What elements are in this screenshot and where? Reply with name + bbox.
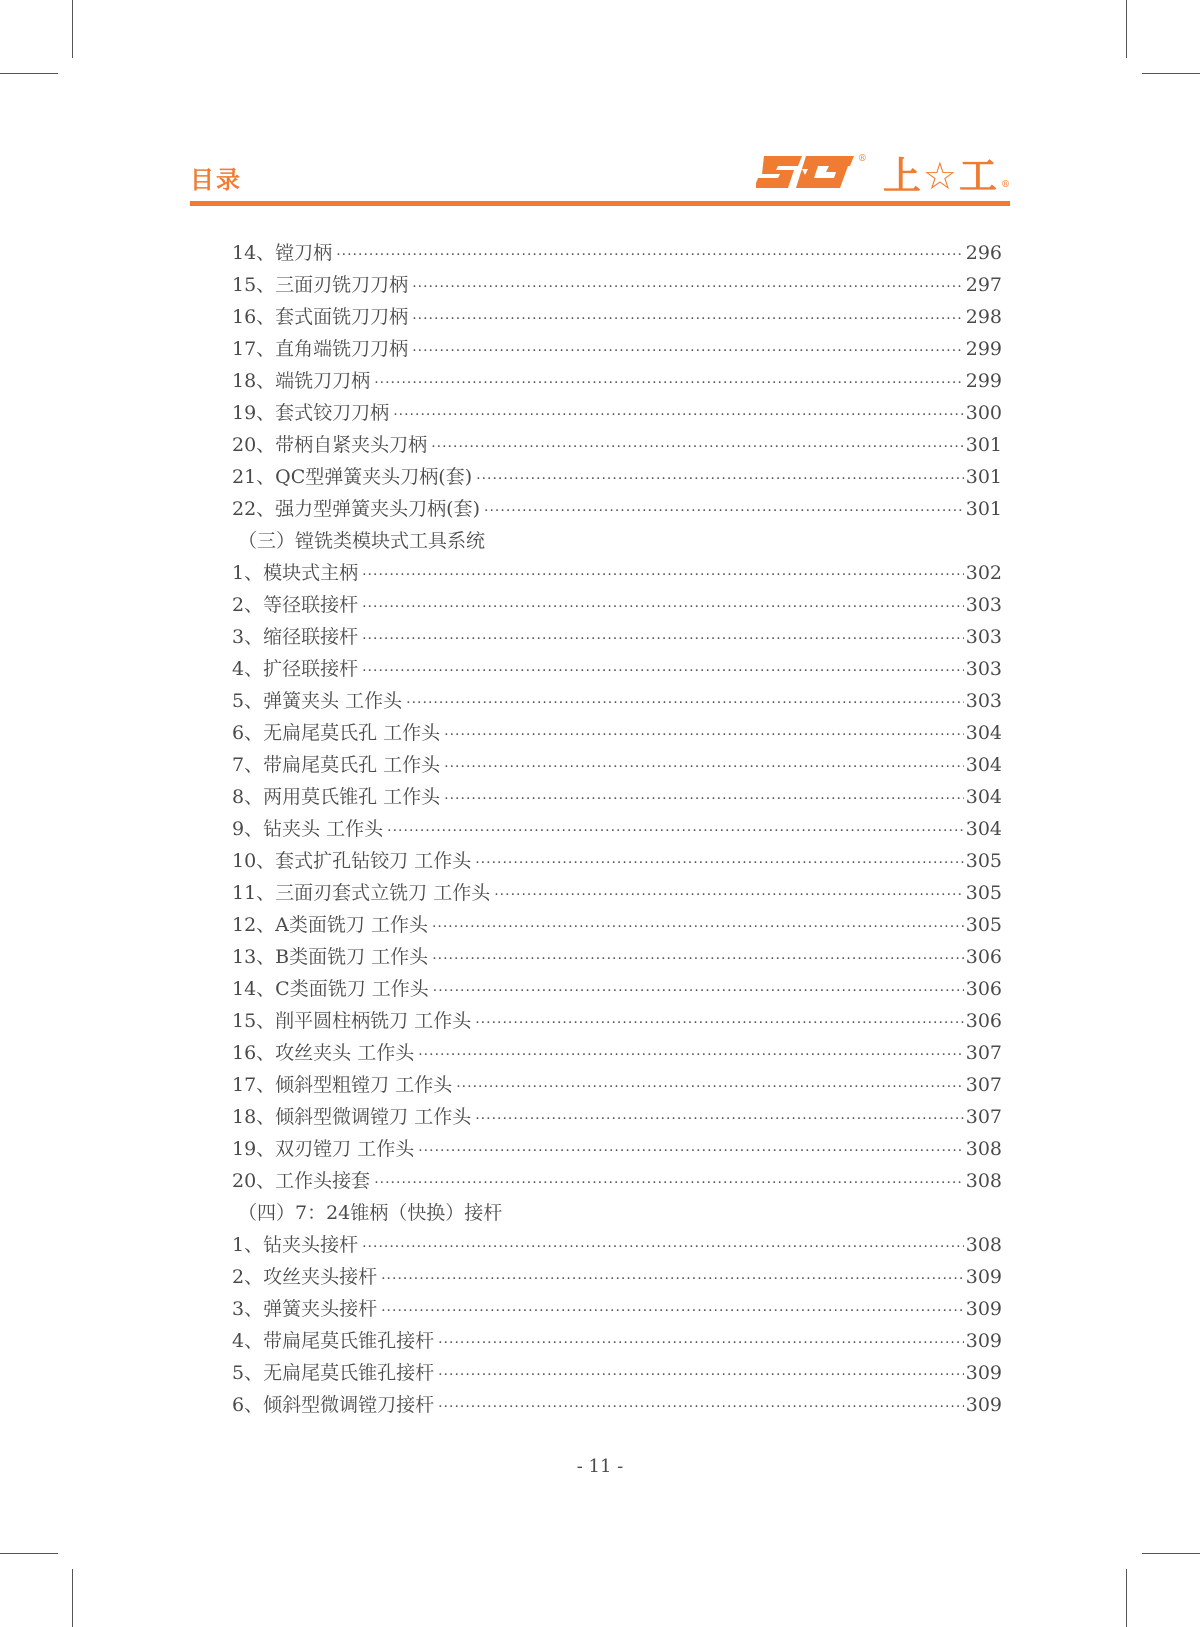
dot-leader [406, 695, 964, 711]
dot-leader [438, 1335, 964, 1351]
dot-leader [418, 1143, 964, 1159]
toc-entry-label: 15、三面刃铣刀刀柄 [232, 274, 409, 296]
toc-entry-page: 304 [965, 754, 1002, 776]
toc-entry-label: 2、等径联接杆 [232, 594, 359, 616]
toc-entry[interactable] [232, 590, 1002, 622]
toc-entry-page: 307 [965, 1074, 1002, 1096]
crop-mark [1142, 73, 1200, 74]
toc-entry-label: 5、无扁尾莫氏锥孔接杆 [232, 1362, 435, 1384]
toc-entry-page: 299 [965, 338, 1002, 360]
toc-entry[interactable] [232, 1070, 1002, 1102]
dot-leader [484, 503, 964, 519]
toc-entry-label: 2、攻丝夹头接杆 [232, 1266, 378, 1288]
dot-leader [432, 951, 964, 967]
toc-entry-label: 16、攻丝夹头 工作头 [232, 1042, 415, 1064]
crop-mark [1142, 1553, 1200, 1554]
toc-entry[interactable] [232, 430, 1002, 462]
toc-entry[interactable] [232, 910, 1002, 942]
toc-entry-label: 3、缩径联接杆 [232, 626, 359, 648]
toc-entry-label: 22、强力型弹簧夹头刀柄(套) [232, 498, 481, 520]
dot-leader [362, 631, 964, 647]
dot-leader [444, 791, 964, 807]
toc-entry-page: 298 [965, 306, 1002, 328]
toc-entry[interactable] [232, 878, 1002, 910]
toc-entry-label: 20、工作头接套 [232, 1170, 371, 1192]
toc-entry-page: 309 [965, 1394, 1002, 1416]
dot-leader [431, 439, 964, 455]
toc-section-heading [232, 526, 1002, 558]
crop-mark [72, 0, 73, 58]
toc-entry[interactable] [232, 654, 1002, 686]
toc-section-heading [232, 1198, 1002, 1230]
toc-entry[interactable] [232, 846, 1002, 878]
header-rule [190, 201, 1010, 206]
dot-leader [362, 567, 964, 583]
toc-entry-page: 309 [965, 1298, 1002, 1320]
dot-leader [362, 1239, 964, 1255]
toc-entry-label: 6、倾斜型微调镗刀接杆 [232, 1394, 435, 1416]
toc-entry-label: 14、C类面铣刀 工作头 [232, 978, 429, 1000]
dot-leader [412, 279, 964, 295]
toc-entry-page: 308 [965, 1234, 1002, 1256]
toc-entry-page: 308 [965, 1138, 1002, 1160]
page-title: 目录 [190, 166, 242, 194]
dot-leader [494, 887, 964, 903]
dot-leader [475, 1015, 964, 1031]
dot-leader [374, 375, 964, 391]
toc-entry[interactable] [232, 1038, 1002, 1070]
dot-leader [476, 471, 964, 487]
toc-entry-label: 20、带柄自紧夹头刀柄 [232, 434, 428, 456]
toc-entry[interactable] [232, 270, 1002, 302]
logo-text: 上☆工 [882, 153, 999, 198]
toc-entry-page: 296 [965, 242, 1002, 264]
toc-entry-label: 5、弹簧夹头 工作头 [232, 690, 403, 712]
toc-entry-page: 309 [965, 1330, 1002, 1352]
toc-entry-label: 21、QC型弹簧夹头刀柄(套) [232, 466, 473, 488]
toc-entry-label: 3、弹簧夹头接杆 [232, 1298, 378, 1320]
toc-entry[interactable] [232, 1358, 1002, 1390]
dot-leader [475, 855, 964, 871]
toc-entry[interactable] [232, 558, 1002, 590]
toc-entry-page: 305 [965, 914, 1002, 936]
toc-entry[interactable] [232, 1134, 1002, 1166]
toc-entry[interactable] [232, 366, 1002, 398]
toc-entry[interactable] [232, 974, 1002, 1006]
toc-entry-label: 1、钻夹头接杆 [232, 1234, 359, 1256]
dot-leader [336, 247, 964, 263]
toc-entry-label: 7、带扁尾莫氏孔 工作头 [232, 754, 441, 776]
toc-entry-page: 297 [965, 274, 1002, 296]
crop-mark [0, 73, 58, 74]
toc-entry[interactable] [232, 782, 1002, 814]
toc-entry-page: 307 [965, 1042, 1002, 1064]
dot-leader [475, 1111, 964, 1127]
toc-entry[interactable] [232, 1166, 1002, 1198]
dot-leader [444, 727, 964, 743]
toc-entry-page: 306 [965, 946, 1002, 968]
dot-leader [381, 1271, 964, 1287]
toc-entry-label: 8、两用莫氏锥孔 工作头 [232, 786, 441, 808]
toc-entry-page: 303 [965, 658, 1002, 680]
toc-entry[interactable] [232, 750, 1002, 782]
toc-entry[interactable] [232, 686, 1002, 718]
dot-leader [412, 311, 964, 327]
toc-entry-page: 301 [965, 498, 1002, 520]
dot-leader [374, 1175, 964, 1191]
toc-entry-label: 6、无扁尾莫氏孔 工作头 [232, 722, 441, 744]
toc-entry-label: 12、A类面铣刀 工作头 [232, 914, 428, 936]
toc-entry[interactable] [232, 462, 1002, 494]
toc-entry-label: 14、镗刀柄 [232, 242, 333, 264]
toc-entry[interactable] [232, 814, 1002, 846]
dot-leader [418, 1047, 964, 1063]
toc-entry-label: 11、三面刃套式立铣刀 工作头 [232, 882, 491, 904]
dot-leader [433, 983, 964, 999]
toc-entry[interactable] [232, 398, 1002, 430]
toc-entry-label: 4、扩径联接杆 [232, 658, 359, 680]
toc-entry[interactable] [232, 1390, 1002, 1422]
toc-entry-label: 17、直角端铣刀刀柄 [232, 338, 409, 360]
toc-entry[interactable] [232, 1326, 1002, 1358]
toc-entry[interactable] [232, 1102, 1002, 1134]
toc-entry-page: 304 [965, 818, 1002, 840]
toc-entry-page: 303 [965, 594, 1002, 616]
toc-entry-page: 301 [965, 434, 1002, 456]
dot-leader [438, 1399, 964, 1415]
toc-entry-label: （四）7：24锥柄（快换）接杆 [238, 1202, 503, 1224]
dot-leader [387, 823, 964, 839]
toc-entry-label: 16、套式面铣刀刀柄 [232, 306, 409, 328]
toc-entry-page: 309 [965, 1266, 1002, 1288]
table-of-contents [232, 238, 1002, 1422]
page-header [190, 148, 1010, 208]
toc-entry-page: 306 [965, 1010, 1002, 1032]
toc-entry-page: 300 [965, 402, 1002, 424]
toc-entry-label: 15、削平圆柱柄铣刀 工作头 [232, 1010, 472, 1032]
toc-entry[interactable] [232, 1006, 1002, 1038]
toc-entry-page: 301 [965, 466, 1002, 488]
toc-entry-label: 18、倾斜型微调镗刀 工作头 [232, 1106, 472, 1128]
toc-entry-label: 1、模块式主柄 [232, 562, 359, 584]
toc-entry[interactable] [232, 718, 1002, 750]
toc-entry-page: 303 [965, 626, 1002, 648]
dot-leader [456, 1079, 964, 1095]
toc-entry[interactable] [232, 334, 1002, 366]
toc-entry-label: 19、双刃镗刀 工作头 [232, 1138, 415, 1160]
crop-mark [0, 1553, 58, 1554]
toc-entry[interactable] [232, 1230, 1002, 1262]
dot-leader [381, 1303, 964, 1319]
toc-entry-label: 17、倾斜型粗镗刀 工作头 [232, 1074, 453, 1096]
crop-mark [1126, 1569, 1127, 1627]
toc-entry[interactable] [232, 1294, 1002, 1326]
dot-leader [444, 759, 964, 775]
toc-entry[interactable] [232, 622, 1002, 654]
toc-entry-page: 304 [965, 722, 1002, 744]
toc-entry-page: 307 [965, 1106, 1002, 1128]
brand-logo [756, 150, 1010, 198]
toc-entry-page: 305 [965, 850, 1002, 872]
dot-leader [432, 919, 964, 935]
toc-entry-page: 304 [965, 786, 1002, 808]
dot-leader [412, 343, 964, 359]
toc-entry-label: 9、钻夹头 工作头 [232, 818, 384, 840]
dot-leader [438, 1367, 964, 1383]
registered-mark: ® [857, 154, 867, 164]
toc-entry-page: 299 [965, 370, 1002, 392]
crop-mark [72, 1569, 73, 1627]
toc-entry-page: 303 [965, 690, 1002, 712]
toc-entry[interactable] [232, 1262, 1002, 1294]
toc-entry-label: （三）镗铣类模块式工具系统 [238, 530, 486, 552]
toc-entry-page: 302 [965, 562, 1002, 584]
toc-entry-page: 309 [965, 1362, 1002, 1384]
toc-entry-page: 308 [965, 1170, 1002, 1192]
dot-leader [393, 407, 964, 423]
toc-entry[interactable] [232, 494, 1002, 526]
toc-entry-label: 19、套式铰刀刀柄 [232, 402, 390, 424]
dot-leader [362, 599, 964, 615]
toc-entry-page: 305 [965, 882, 1002, 904]
toc-entry[interactable] [232, 942, 1002, 974]
toc-entry-label: 18、端铣刀刀柄 [232, 370, 371, 392]
toc-entry[interactable] [232, 302, 1002, 334]
toc-entry-page: 306 [965, 978, 1002, 1000]
dot-leader [362, 663, 964, 679]
sg-logo-icon [756, 152, 856, 192]
registered-mark: ® [1001, 180, 1010, 190]
toc-entry-label: 4、带扁尾莫氏锥孔接杆 [232, 1330, 435, 1352]
toc-entry[interactable] [232, 238, 1002, 270]
page-number: - 11 - [576, 1456, 624, 1477]
crop-mark [1126, 0, 1127, 58]
toc-entry-label: 10、套式扩孔钻铰刀 工作头 [232, 850, 472, 872]
toc-entry-label: 13、B类面铣刀 工作头 [232, 946, 429, 968]
